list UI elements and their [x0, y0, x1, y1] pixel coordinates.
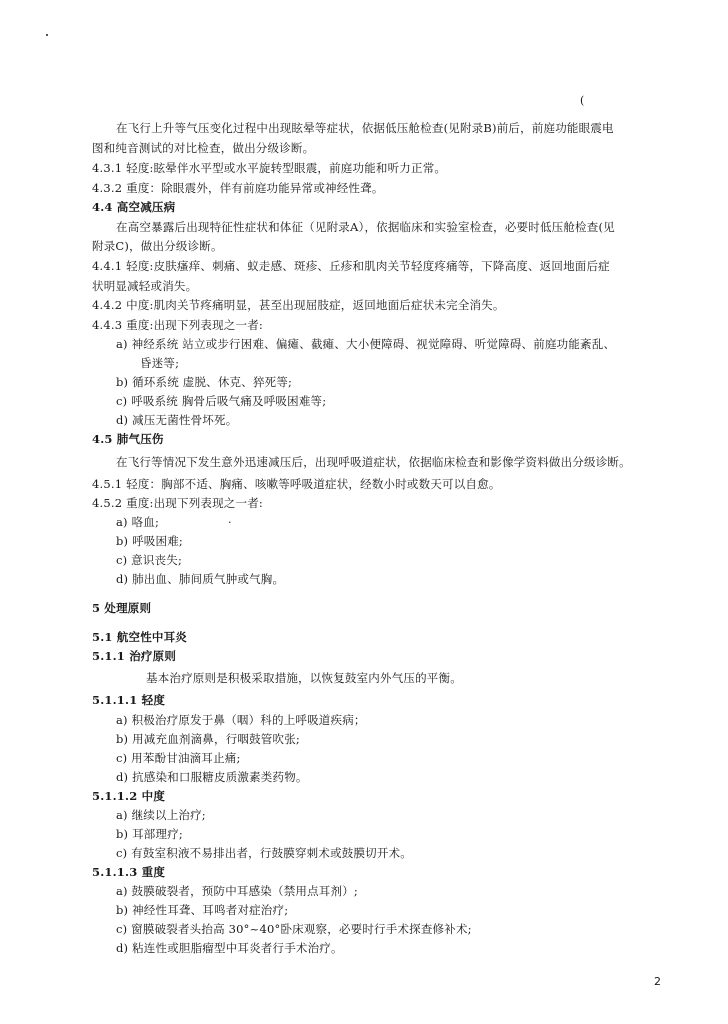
paragraph-line: 附录C)，做出分级诊断。 — [92, 239, 223, 253]
top-mark: ( — [580, 94, 585, 107]
list-item: c) 有鼓室积液不易排出者，行鼓膜穿刺术或鼓膜切开术。 — [116, 846, 412, 860]
list-item: b) 神经性耳聋、耳鸣者对症治疗; — [116, 903, 289, 917]
list-item: d) 减压无菌性骨坏死。 — [116, 413, 238, 427]
list-item: a) 咯血; — [116, 515, 160, 529]
clause-4-5-2: 4.5.2 重度:出现下列表现之一者: — [92, 496, 263, 510]
section-heading-5-1-1-1: 5.1.1.1 轻度 — [92, 693, 166, 707]
list-item: c) 意识丧失; — [116, 553, 183, 567]
paragraph-line: 基本治疗原则是积极采取措施，以恢复鼓室内外气压的平衡。 — [146, 671, 462, 685]
list-item: a) 继续以上治疗; — [116, 808, 206, 822]
clause-4-3-1: 4.3.1 轻度:眩晕伴水平型或水平旋转型眼震，前庭功能和听力正常。 — [92, 161, 447, 175]
paragraph-line: 在高空暴露后出现特征性症状和体征（见附录A），依据临床和实验室检查，必要时低压舱检查(见 — [116, 220, 615, 234]
list-item: c) 呼吸系统 胸骨后吸气痛及呼吸困难等; — [116, 394, 327, 408]
list-item-cont: 昏迷等; — [140, 356, 180, 370]
clause-4-3-2: 4.3.2 重度：除眼震外，伴有前庭功能异常或神经性聋。 — [92, 181, 384, 195]
list-item: a) 神经系统 站立或步行困难、偏瘫、截瘫、大小便障碍、视觉障碍、听觉障碍、前庭功能紊乱、 — [116, 337, 616, 351]
section-heading-5-1-1-2: 5.1.1.2 中度 — [92, 789, 166, 803]
section-heading-5-1-1-3: 5.1.1.3 重度 — [92, 865, 166, 879]
list-item: b) 循环系统 虚脱、休克、猝死等; — [116, 375, 293, 389]
list-item: d) 粘连性或胆脂瘤型中耳炎者行手术治疗。 — [116, 941, 343, 955]
list-item: b) 耳部理疗; — [116, 827, 183, 841]
section-heading-5-1: 5.1 航空性中耳炎 — [92, 630, 188, 644]
list-item: b) 呼吸困难; — [116, 534, 183, 548]
scan-speck — [46, 34, 48, 36]
section-heading-4-5: 4.5 肺气压伤 — [92, 432, 164, 446]
section-heading-5-1-1: 5.1.1 治疗原则 — [92, 649, 177, 663]
paragraph-line: 在飞行等情况下发生意外迅速减压后，出现呼吸道症状，依据临床检查和影像学资料做出分级诊断。 — [116, 455, 631, 469]
clause-4-4-3: 4.4.3 重度:出现下列表现之一者: — [92, 318, 263, 332]
list-item: d) 抗感染和口服糖皮质激素类药物。 — [116, 770, 308, 784]
paragraph-line: 图和纯音测试的对比检查，做出分级诊断。 — [92, 141, 315, 155]
paragraph-line: 在飞行上升等气压变化过程中出现眩晕等症状，依据低压舱检查(见附录B)前后，前庭功能眼震电 — [116, 121, 614, 135]
clause-4-4-1: 4.4.1 轻度:皮肤瘙痒、刺痛、蚁走感、斑疹、丘疹和肌肉关节轻度疼痛等，下降高度、返回地面后症 — [92, 259, 610, 273]
clause-4-4-1-cont: 状明显减轻或消失。 — [92, 279, 198, 293]
section-heading-4-4: 4.4 高空减压病 — [92, 200, 176, 214]
clause-4-4-2: 4.4.2 中度:肌肉关节疼痛明显，甚至出现屈肢症，返回地面后症状未完全消失。 — [92, 298, 505, 312]
list-item: d) 肺出血、肺间质气肿或气胸。 — [116, 572, 285, 586]
list-item: c) 用苯酚甘油滴耳止痛; — [116, 751, 241, 765]
list-item: b) 用减充血剂滴鼻，行咽鼓管吹张; — [116, 732, 300, 746]
list-item: a) 积极治疗原发于鼻（咽）科的上呼吸道疾病； — [116, 713, 366, 727]
section-heading-5: 5 处理原则 — [92, 601, 152, 615]
page-number: 2 — [654, 975, 661, 988]
list-item: a) 鼓膜破裂者，预防中耳感染（禁用点耳剂）; — [116, 884, 358, 898]
clause-4-5-1: 4.5.1 轻度：胸部不适、胸痛、咳嗽等呼吸道症状，经数小时或数天可以自愈。 — [92, 477, 501, 491]
list-item: c) 窗膜破裂者头抬高 30°~40°卧床观察，必要时行手术探查修补术; — [116, 922, 472, 936]
stray-mark: . — [228, 513, 232, 526]
